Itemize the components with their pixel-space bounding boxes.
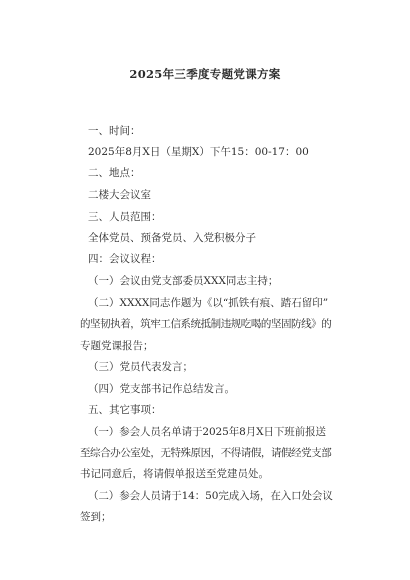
- section-heading-other: 五、其它事项：: [88, 404, 162, 416]
- section-heading-agenda: 四：会议议程：: [88, 253, 162, 265]
- agenda-item-3: （三）党员代表发言；: [88, 361, 193, 373]
- other-item-1-line-3: 书记同意后，将请假单报送至党建员处。: [80, 468, 269, 480]
- other-item-1-line-1: （一）参会人员名单请于2025年8月X日下班前报送: [88, 426, 326, 438]
- attendees-value: 全体党员、预备党员、入党积极分子: [88, 232, 256, 244]
- section-heading-attendees: 三、人员范围：: [88, 211, 162, 223]
- section-heading-location: 二、地点：: [88, 167, 141, 179]
- agenda-item-2-line-2: 的坚韧执着，筑牢工信系统抵制违规吃喝的坚固防线》的: [80, 318, 332, 330]
- document-title: 2025年三季度专题党课方案: [129, 67, 281, 81]
- agenda-item-4: （四）党支部书记作总结发言。: [88, 383, 235, 395]
- section-heading-time: 一、时间：: [88, 125, 141, 137]
- agenda-item-2-line-3: 专题党课报告；: [80, 340, 154, 352]
- time-value: 2025年8月X日（星期X）下午15：00-17：00: [88, 146, 309, 158]
- other-item-1-line-2: 至综合办公室处，无特殊原因，不得请假，请假经党支部: [80, 447, 332, 459]
- other-item-2-line-1: （二）参会人员请于14：50完成入场，在入口处会议: [88, 490, 333, 502]
- other-item-2-line-2: 签到；: [80, 511, 112, 523]
- location-value: 二楼大会议室: [88, 189, 151, 201]
- agenda-item-1: （一）会议由党支部委员XXX同志主持；: [88, 275, 279, 287]
- agenda-item-2-line-1: （二）XXXX同志作题为《以“抓铁有痕、踏石留印”: [88, 297, 329, 309]
